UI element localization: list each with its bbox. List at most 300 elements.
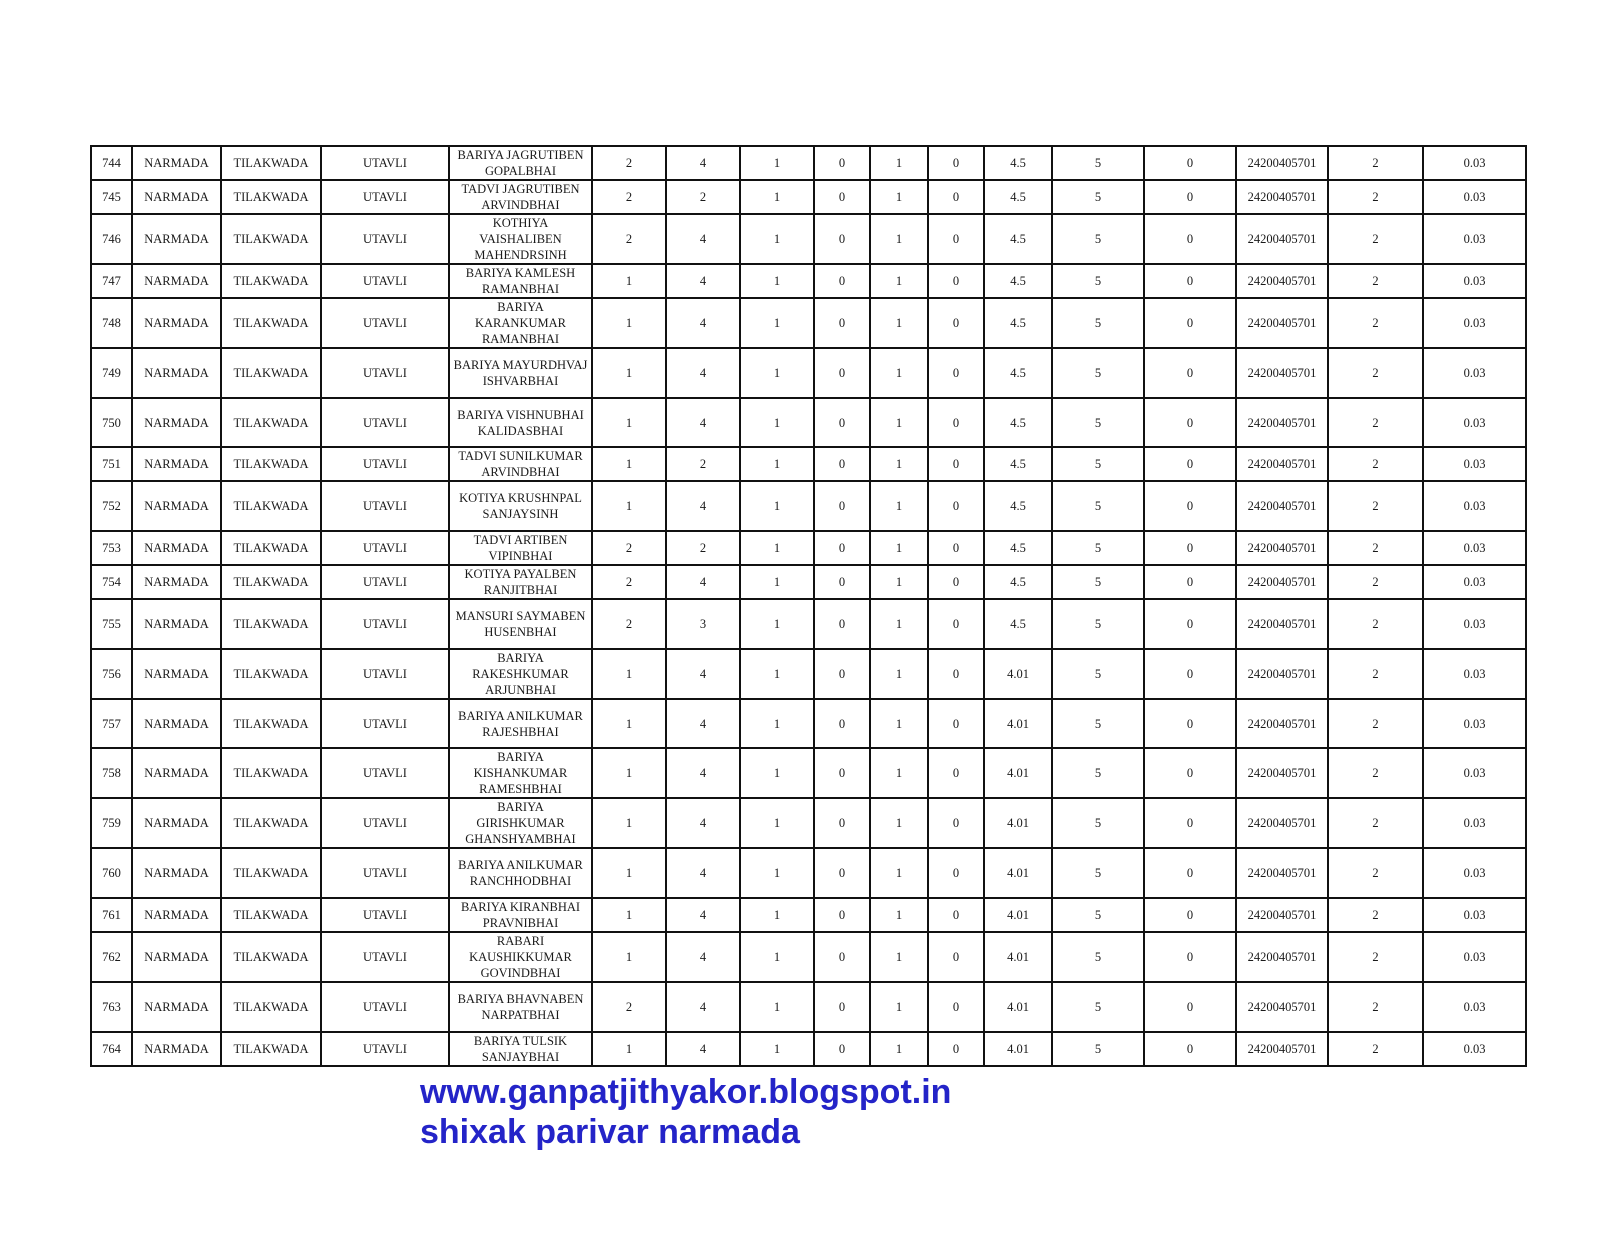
cell-serial-no: 757 bbox=[91, 699, 132, 748]
cell-col-7: 4 bbox=[666, 932, 740, 982]
cell-col-16: 2 bbox=[1328, 264, 1423, 298]
cell-school-code: 24200405701 bbox=[1236, 214, 1328, 264]
cell-col-16: 2 bbox=[1328, 447, 1423, 481]
cell-col-16: 2 bbox=[1328, 848, 1423, 898]
cell-col-6: 1 bbox=[592, 298, 666, 348]
cell-district: NARMADA bbox=[132, 348, 221, 398]
cell-taluka: TILAKWADA bbox=[221, 599, 321, 649]
cell-col-8: 1 bbox=[740, 748, 814, 798]
cell-col-6: 2 bbox=[592, 599, 666, 649]
cell-col-11: 0 bbox=[928, 298, 984, 348]
cell-col-11: 0 bbox=[928, 264, 984, 298]
cell-school-code: 24200405701 bbox=[1236, 699, 1328, 748]
cell-col-16: 2 bbox=[1328, 599, 1423, 649]
cell-col-10: 1 bbox=[870, 298, 928, 348]
cell-col-6: 1 bbox=[592, 798, 666, 848]
cell-col-8: 1 bbox=[740, 982, 814, 1032]
cell-student-name: BARIYA BHAVNABEN NARPATBHAI bbox=[449, 982, 592, 1032]
cell-col-11: 0 bbox=[928, 481, 984, 531]
cell-school-code: 24200405701 bbox=[1236, 565, 1328, 599]
table-row bbox=[91, 146, 1526, 180]
cell-district: NARMADA bbox=[132, 214, 221, 264]
cell-col-8: 1 bbox=[740, 214, 814, 264]
cell-col-8: 1 bbox=[740, 898, 814, 932]
cell-taluka: TILAKWADA bbox=[221, 649, 321, 699]
cell-col-6: 1 bbox=[592, 1032, 666, 1066]
cell-serial-no: 749 bbox=[91, 348, 132, 398]
cell-col-7: 2 bbox=[666, 180, 740, 214]
cell-taluka: TILAKWADA bbox=[221, 565, 321, 599]
cell-col-17: 0.03 bbox=[1423, 699, 1526, 748]
cell-district: NARMADA bbox=[132, 398, 221, 447]
cell-taluka: TILAKWADA bbox=[221, 699, 321, 748]
cell-serial-no: 758 bbox=[91, 748, 132, 798]
cell-col-9: 0 bbox=[814, 447, 870, 481]
cell-col-10: 1 bbox=[870, 146, 928, 180]
cell-col-6: 1 bbox=[592, 848, 666, 898]
cell-student-name: BARIYA VISHNUBHAI KALIDASBHAI bbox=[449, 398, 592, 447]
cell-student-name: RABARI KAUSHIKKUMAR GOVINDBHAI bbox=[449, 932, 592, 982]
cell-col-10: 1 bbox=[870, 748, 928, 798]
cell-col-13: 5 bbox=[1052, 699, 1144, 748]
cell-district: NARMADA bbox=[132, 898, 221, 932]
cell-taluka: TILAKWADA bbox=[221, 214, 321, 264]
cell-col-14: 0 bbox=[1144, 798, 1236, 848]
cell-serial-no: 750 bbox=[91, 398, 132, 447]
cell-col-14: 0 bbox=[1144, 298, 1236, 348]
cell-col-9: 0 bbox=[814, 932, 870, 982]
cell-col-12: 4.5 bbox=[984, 298, 1052, 348]
cell-col-9: 0 bbox=[814, 898, 870, 932]
watermark-url: www.ganpatjithyakor.blogspot.in bbox=[420, 1073, 952, 1111]
cell-student-name: BARIYA KIRANBHAI PRAVNIBHAI bbox=[449, 898, 592, 932]
cell-col-7: 4 bbox=[666, 898, 740, 932]
cell-taluka: TILAKWADA bbox=[221, 398, 321, 447]
cell-district: NARMADA bbox=[132, 748, 221, 798]
cell-col-13: 5 bbox=[1052, 214, 1144, 264]
cell-village: UTAVLI bbox=[321, 798, 449, 848]
cell-col-13: 5 bbox=[1052, 848, 1144, 898]
cell-village: UTAVLI bbox=[321, 932, 449, 982]
cell-district: NARMADA bbox=[132, 1032, 221, 1066]
cell-col-11: 0 bbox=[928, 398, 984, 447]
cell-col-14: 0 bbox=[1144, 565, 1236, 599]
cell-col-16: 2 bbox=[1328, 146, 1423, 180]
cell-taluka: TILAKWADA bbox=[221, 298, 321, 348]
cell-col-14: 0 bbox=[1144, 348, 1236, 398]
cell-col-17: 0.03 bbox=[1423, 146, 1526, 180]
cell-col-11: 0 bbox=[928, 531, 984, 565]
cell-col-12: 4.5 bbox=[984, 214, 1052, 264]
cell-serial-no: 761 bbox=[91, 898, 132, 932]
cell-col-7: 4 bbox=[666, 214, 740, 264]
cell-student-name: BARIYA JAGRUTIBEN GOPALBHAI bbox=[449, 146, 592, 180]
cell-serial-no: 746 bbox=[91, 214, 132, 264]
cell-col-14: 0 bbox=[1144, 146, 1236, 180]
cell-col-9: 0 bbox=[814, 348, 870, 398]
cell-col-11: 0 bbox=[928, 348, 984, 398]
cell-col-6: 1 bbox=[592, 348, 666, 398]
cell-col-8: 1 bbox=[740, 531, 814, 565]
cell-col-10: 1 bbox=[870, 1032, 928, 1066]
cell-col-6: 2 bbox=[592, 531, 666, 565]
cell-school-code: 24200405701 bbox=[1236, 447, 1328, 481]
cell-school-code: 24200405701 bbox=[1236, 848, 1328, 898]
cell-col-13: 5 bbox=[1052, 398, 1144, 447]
cell-taluka: TILAKWADA bbox=[221, 481, 321, 531]
cell-col-13: 5 bbox=[1052, 1032, 1144, 1066]
cell-student-name: MANSURI SAYMABEN HUSENBHAI bbox=[449, 599, 592, 649]
cell-student-name: KOTHIYA VAISHALIBEN MAHENDRSINH bbox=[449, 214, 592, 264]
cell-taluka: TILAKWADA bbox=[221, 932, 321, 982]
cell-col-9: 0 bbox=[814, 398, 870, 447]
cell-col-10: 1 bbox=[870, 180, 928, 214]
watermark-caption: shixak parivar narmada bbox=[420, 1113, 800, 1151]
cell-taluka: TILAKWADA bbox=[221, 1032, 321, 1066]
cell-district: NARMADA bbox=[132, 180, 221, 214]
cell-col-8: 1 bbox=[740, 481, 814, 531]
cell-col-9: 0 bbox=[814, 298, 870, 348]
cell-col-17: 0.03 bbox=[1423, 481, 1526, 531]
cell-col-8: 1 bbox=[740, 447, 814, 481]
cell-serial-no: 752 bbox=[91, 481, 132, 531]
cell-col-11: 0 bbox=[928, 565, 984, 599]
cell-col-16: 2 bbox=[1328, 748, 1423, 798]
cell-col-14: 0 bbox=[1144, 264, 1236, 298]
cell-col-9: 0 bbox=[814, 798, 870, 848]
cell-col-9: 0 bbox=[814, 565, 870, 599]
cell-school-code: 24200405701 bbox=[1236, 898, 1328, 932]
cell-col-11: 0 bbox=[928, 898, 984, 932]
cell-col-8: 1 bbox=[740, 298, 814, 348]
cell-school-code: 24200405701 bbox=[1236, 146, 1328, 180]
cell-col-8: 1 bbox=[740, 348, 814, 398]
cell-student-name: BARIYA TULSIK SANJAYBHAI bbox=[449, 1032, 592, 1066]
cell-student-name: BARIYA ANILKUMAR RANCHHODBHAI bbox=[449, 848, 592, 898]
cell-col-10: 1 bbox=[870, 264, 928, 298]
cell-taluka: TILAKWADA bbox=[221, 898, 321, 932]
cell-district: NARMADA bbox=[132, 481, 221, 531]
table-row bbox=[91, 649, 1526, 699]
table-row bbox=[91, 982, 1526, 1032]
cell-village: UTAVLI bbox=[321, 180, 449, 214]
cell-school-code: 24200405701 bbox=[1236, 798, 1328, 848]
cell-district: NARMADA bbox=[132, 146, 221, 180]
cell-col-12: 4.01 bbox=[984, 932, 1052, 982]
cell-col-16: 2 bbox=[1328, 565, 1423, 599]
cell-col-17: 0.03 bbox=[1423, 898, 1526, 932]
cell-col-13: 5 bbox=[1052, 565, 1144, 599]
cell-col-9: 0 bbox=[814, 748, 870, 798]
cell-taluka: TILAKWADA bbox=[221, 264, 321, 298]
cell-col-8: 1 bbox=[740, 146, 814, 180]
cell-school-code: 24200405701 bbox=[1236, 1032, 1328, 1066]
cell-school-code: 24200405701 bbox=[1236, 348, 1328, 398]
cell-serial-no: 755 bbox=[91, 599, 132, 649]
cell-col-13: 5 bbox=[1052, 748, 1144, 798]
cell-col-10: 1 bbox=[870, 599, 928, 649]
cell-col-17: 0.03 bbox=[1423, 649, 1526, 699]
cell-col-17: 0.03 bbox=[1423, 264, 1526, 298]
cell-col-16: 2 bbox=[1328, 348, 1423, 398]
cell-col-7: 4 bbox=[666, 264, 740, 298]
cell-district: NARMADA bbox=[132, 531, 221, 565]
cell-col-13: 5 bbox=[1052, 649, 1144, 699]
cell-col-7: 4 bbox=[666, 798, 740, 848]
cell-village: UTAVLI bbox=[321, 481, 449, 531]
cell-student-name: KOTIYA KRUSHNPAL SANJAYSINH bbox=[449, 481, 592, 531]
cell-col-7: 4 bbox=[666, 748, 740, 798]
cell-student-name: BARIYA ANILKUMAR RAJESHBHAI bbox=[449, 699, 592, 748]
cell-col-10: 1 bbox=[870, 649, 928, 699]
cell-col-16: 2 bbox=[1328, 531, 1423, 565]
cell-col-10: 1 bbox=[870, 565, 928, 599]
cell-col-17: 0.03 bbox=[1423, 848, 1526, 898]
cell-col-14: 0 bbox=[1144, 1032, 1236, 1066]
cell-student-name: KOTIYA PAYALBEN RANJITBHAI bbox=[449, 565, 592, 599]
cell-col-7: 4 bbox=[666, 565, 740, 599]
cell-village: UTAVLI bbox=[321, 214, 449, 264]
cell-col-6: 2 bbox=[592, 146, 666, 180]
cell-student-name: BARIYA KAMLESH RAMANBHAI bbox=[449, 264, 592, 298]
cell-col-6: 2 bbox=[592, 565, 666, 599]
cell-col-7: 2 bbox=[666, 447, 740, 481]
cell-village: UTAVLI bbox=[321, 146, 449, 180]
cell-col-16: 2 bbox=[1328, 214, 1423, 264]
cell-taluka: TILAKWADA bbox=[221, 146, 321, 180]
cell-serial-no: 764 bbox=[91, 1032, 132, 1066]
cell-serial-no: 759 bbox=[91, 798, 132, 848]
cell-col-17: 0.03 bbox=[1423, 180, 1526, 214]
cell-school-code: 24200405701 bbox=[1236, 264, 1328, 298]
cell-col-9: 0 bbox=[814, 982, 870, 1032]
cell-serial-no: 760 bbox=[91, 848, 132, 898]
cell-col-17: 0.03 bbox=[1423, 565, 1526, 599]
cell-district: NARMADA bbox=[132, 447, 221, 481]
cell-col-10: 1 bbox=[870, 932, 928, 982]
cell-col-16: 2 bbox=[1328, 1032, 1423, 1066]
cell-col-6: 1 bbox=[592, 748, 666, 798]
cell-taluka: TILAKWADA bbox=[221, 848, 321, 898]
cell-col-11: 0 bbox=[928, 982, 984, 1032]
cell-col-12: 4.5 bbox=[984, 599, 1052, 649]
cell-col-17: 0.03 bbox=[1423, 398, 1526, 447]
cell-village: UTAVLI bbox=[321, 649, 449, 699]
cell-col-12: 4.5 bbox=[984, 531, 1052, 565]
cell-col-12: 4.5 bbox=[984, 398, 1052, 447]
cell-serial-no: 745 bbox=[91, 180, 132, 214]
table-row bbox=[91, 748, 1526, 798]
cell-col-6: 2 bbox=[592, 180, 666, 214]
cell-school-code: 24200405701 bbox=[1236, 298, 1328, 348]
cell-col-10: 1 bbox=[870, 348, 928, 398]
cell-village: UTAVLI bbox=[321, 398, 449, 447]
cell-col-9: 0 bbox=[814, 599, 870, 649]
cell-district: NARMADA bbox=[132, 599, 221, 649]
cell-school-code: 24200405701 bbox=[1236, 599, 1328, 649]
cell-col-14: 0 bbox=[1144, 982, 1236, 1032]
cell-serial-no: 756 bbox=[91, 649, 132, 699]
cell-village: UTAVLI bbox=[321, 1032, 449, 1066]
cell-col-13: 5 bbox=[1052, 798, 1144, 848]
cell-col-14: 0 bbox=[1144, 748, 1236, 798]
cell-taluka: TILAKWADA bbox=[221, 447, 321, 481]
table-row bbox=[91, 898, 1526, 932]
cell-col-12: 4.01 bbox=[984, 848, 1052, 898]
cell-col-9: 0 bbox=[814, 264, 870, 298]
cell-school-code: 24200405701 bbox=[1236, 982, 1328, 1032]
table-row bbox=[91, 214, 1526, 264]
cell-col-9: 0 bbox=[814, 481, 870, 531]
cell-col-13: 5 bbox=[1052, 481, 1144, 531]
cell-student-name: BARIYA GIRISHKUMAR GHANSHYAMBHAI bbox=[449, 798, 592, 848]
cell-student-name: BARIYA MAYURDHVAJ ISHVARBHAI bbox=[449, 348, 592, 398]
cell-district: NARMADA bbox=[132, 264, 221, 298]
cell-col-7: 4 bbox=[666, 298, 740, 348]
cell-col-13: 5 bbox=[1052, 447, 1144, 481]
cell-village: UTAVLI bbox=[321, 298, 449, 348]
cell-col-11: 0 bbox=[928, 180, 984, 214]
cell-village: UTAVLI bbox=[321, 264, 449, 298]
cell-serial-no: 753 bbox=[91, 531, 132, 565]
cell-col-7: 4 bbox=[666, 398, 740, 447]
cell-student-name: BARIYA RAKESHKUMAR ARJUNBHAI bbox=[449, 649, 592, 699]
cell-col-13: 5 bbox=[1052, 146, 1144, 180]
cell-col-11: 0 bbox=[928, 146, 984, 180]
cell-col-17: 0.03 bbox=[1423, 447, 1526, 481]
cell-col-10: 1 bbox=[870, 848, 928, 898]
cell-col-14: 0 bbox=[1144, 932, 1236, 982]
cell-col-13: 5 bbox=[1052, 898, 1144, 932]
cell-village: UTAVLI bbox=[321, 531, 449, 565]
cell-col-12: 4.01 bbox=[984, 699, 1052, 748]
cell-col-7: 4 bbox=[666, 348, 740, 398]
cell-serial-no: 748 bbox=[91, 298, 132, 348]
cell-col-16: 2 bbox=[1328, 798, 1423, 848]
table-body bbox=[91, 146, 1526, 1066]
cell-village: UTAVLI bbox=[321, 982, 449, 1032]
cell-col-9: 0 bbox=[814, 649, 870, 699]
cell-col-9: 0 bbox=[814, 699, 870, 748]
cell-col-9: 0 bbox=[814, 1032, 870, 1066]
cell-col-14: 0 bbox=[1144, 180, 1236, 214]
cell-col-12: 4.01 bbox=[984, 748, 1052, 798]
cell-col-10: 1 bbox=[870, 982, 928, 1032]
cell-taluka: TILAKWADA bbox=[221, 982, 321, 1032]
cell-taluka: TILAKWADA bbox=[221, 348, 321, 398]
cell-student-name: TADVI JAGRUTIBEN ARVINDBHAI bbox=[449, 180, 592, 214]
cell-col-17: 0.03 bbox=[1423, 932, 1526, 982]
cell-col-6: 1 bbox=[592, 932, 666, 982]
cell-col-10: 1 bbox=[870, 481, 928, 531]
cell-col-7: 4 bbox=[666, 146, 740, 180]
cell-village: UTAVLI bbox=[321, 898, 449, 932]
cell-col-13: 5 bbox=[1052, 298, 1144, 348]
table-row bbox=[91, 447, 1526, 481]
cell-col-16: 2 bbox=[1328, 481, 1423, 531]
cell-col-14: 0 bbox=[1144, 531, 1236, 565]
table-row bbox=[91, 180, 1526, 214]
cell-col-13: 5 bbox=[1052, 932, 1144, 982]
cell-school-code: 24200405701 bbox=[1236, 649, 1328, 699]
cell-col-17: 0.03 bbox=[1423, 982, 1526, 1032]
cell-district: NARMADA bbox=[132, 649, 221, 699]
cell-col-9: 0 bbox=[814, 180, 870, 214]
cell-col-16: 2 bbox=[1328, 298, 1423, 348]
table-row bbox=[91, 264, 1526, 298]
cell-village: UTAVLI bbox=[321, 748, 449, 798]
cell-col-8: 1 bbox=[740, 798, 814, 848]
cell-village: UTAVLI bbox=[321, 447, 449, 481]
cell-col-10: 1 bbox=[870, 447, 928, 481]
cell-school-code: 24200405701 bbox=[1236, 932, 1328, 982]
cell-school-code: 24200405701 bbox=[1236, 481, 1328, 531]
cell-col-12: 4.5 bbox=[984, 447, 1052, 481]
cell-col-12: 4.01 bbox=[984, 982, 1052, 1032]
cell-col-11: 0 bbox=[928, 649, 984, 699]
cell-school-code: 24200405701 bbox=[1236, 180, 1328, 214]
cell-col-6: 1 bbox=[592, 447, 666, 481]
cell-district: NARMADA bbox=[132, 298, 221, 348]
data-table bbox=[90, 145, 1527, 1067]
cell-col-17: 0.03 bbox=[1423, 298, 1526, 348]
cell-col-14: 0 bbox=[1144, 649, 1236, 699]
table-row bbox=[91, 565, 1526, 599]
cell-col-7: 4 bbox=[666, 481, 740, 531]
cell-col-17: 0.03 bbox=[1423, 531, 1526, 565]
cell-village: UTAVLI bbox=[321, 599, 449, 649]
cell-col-10: 1 bbox=[870, 699, 928, 748]
cell-col-6: 1 bbox=[592, 898, 666, 932]
cell-serial-no: 747 bbox=[91, 264, 132, 298]
cell-col-7: 4 bbox=[666, 649, 740, 699]
cell-col-12: 4.5 bbox=[984, 264, 1052, 298]
cell-col-14: 0 bbox=[1144, 848, 1236, 898]
cell-col-6: 1 bbox=[592, 264, 666, 298]
cell-col-11: 0 bbox=[928, 848, 984, 898]
cell-village: UTAVLI bbox=[321, 699, 449, 748]
cell-village: UTAVLI bbox=[321, 565, 449, 599]
cell-col-8: 1 bbox=[740, 264, 814, 298]
cell-col-10: 1 bbox=[870, 398, 928, 447]
cell-col-12: 4.01 bbox=[984, 649, 1052, 699]
cell-taluka: TILAKWADA bbox=[221, 531, 321, 565]
cell-col-11: 0 bbox=[928, 1032, 984, 1066]
cell-col-12: 4.5 bbox=[984, 348, 1052, 398]
cell-col-12: 4.5 bbox=[984, 481, 1052, 531]
cell-col-14: 0 bbox=[1144, 898, 1236, 932]
cell-col-8: 1 bbox=[740, 565, 814, 599]
cell-col-7: 3 bbox=[666, 599, 740, 649]
cell-col-14: 0 bbox=[1144, 699, 1236, 748]
cell-col-11: 0 bbox=[928, 748, 984, 798]
cell-col-10: 1 bbox=[870, 214, 928, 264]
cell-col-17: 0.03 bbox=[1423, 798, 1526, 848]
cell-district: NARMADA bbox=[132, 565, 221, 599]
cell-col-12: 4.01 bbox=[984, 1032, 1052, 1066]
cell-serial-no: 744 bbox=[91, 146, 132, 180]
cell-col-13: 5 bbox=[1052, 599, 1144, 649]
cell-col-6: 1 bbox=[592, 481, 666, 531]
cell-school-code: 24200405701 bbox=[1236, 531, 1328, 565]
table-row bbox=[91, 798, 1526, 848]
cell-col-12: 4.01 bbox=[984, 898, 1052, 932]
cell-student-name: BARIYA KARANKUMAR RAMANBHAI bbox=[449, 298, 592, 348]
cell-serial-no: 751 bbox=[91, 447, 132, 481]
cell-school-code: 24200405701 bbox=[1236, 398, 1328, 447]
cell-col-16: 2 bbox=[1328, 649, 1423, 699]
cell-col-11: 0 bbox=[928, 214, 984, 264]
